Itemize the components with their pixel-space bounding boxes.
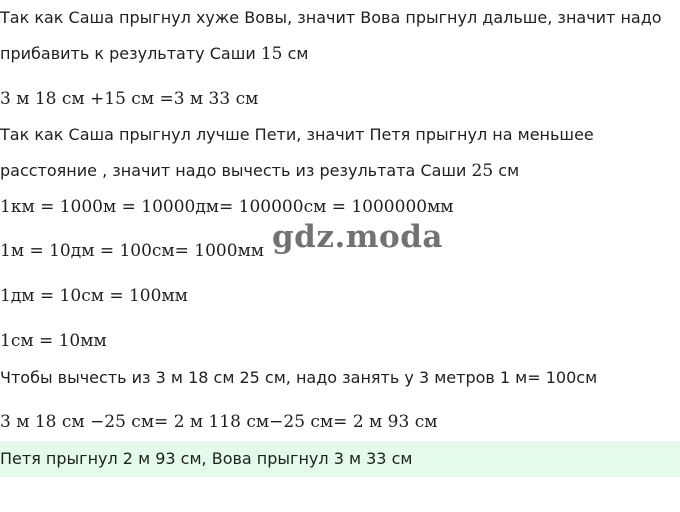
conversion-dm: 1дм = 10см = 100мм (0, 286, 188, 306)
paragraph-3: Чтобы вычесть из 3 м 18 см 25 см, надо занять у 3 метров 1 м= 100см (0, 368, 598, 387)
paragraph-2-line-2-number: 25 (471, 161, 494, 181)
paragraph-2-line-2 (0, 158, 519, 184)
conversion-m: 1м = 10дм = 100см= 1000мм (0, 241, 265, 261)
conversion-cm: 1см = 10мм (0, 331, 107, 351)
paragraph-1-line-2-number: 15 (260, 44, 283, 64)
conversion-km: 1км = 1000м = 10000дм= 100000см = 1000000мм (0, 197, 454, 217)
answer-text: Петя прыгнул 2 м 93 см, Вова прыгнул 3 м 33 см (0, 449, 413, 468)
paragraph-2-line-2-text: расстояние , значит надо вычесть из результата Саши (0, 161, 472, 180)
paragraph-1-line-1: Так как Саша прыгнул хуже Вовы, значит Вова прыгнул дальше, значит надо (0, 8, 662, 27)
paragraph-1-line-2-text: прибавить к результату Саши (0, 44, 261, 63)
paragraph-1-line-2 (0, 41, 308, 67)
paragraph-2-line-2-unit: см (493, 161, 520, 180)
equation-addition: 3 м 18 см +15 см =3 м 33 см (0, 89, 259, 109)
equation-subtraction: 3 м 18 см −25 см= 2 м 118 см−25 см= 2 м 93 см (0, 412, 438, 432)
watermark-logo: gdz.moda (272, 219, 443, 255)
paragraph-1-line-2-unit: см (282, 44, 309, 63)
paragraph-2-line-1: Так как Саша прыгнул лучше Пети, значит Петя прыгнул на меньшее (0, 125, 594, 144)
